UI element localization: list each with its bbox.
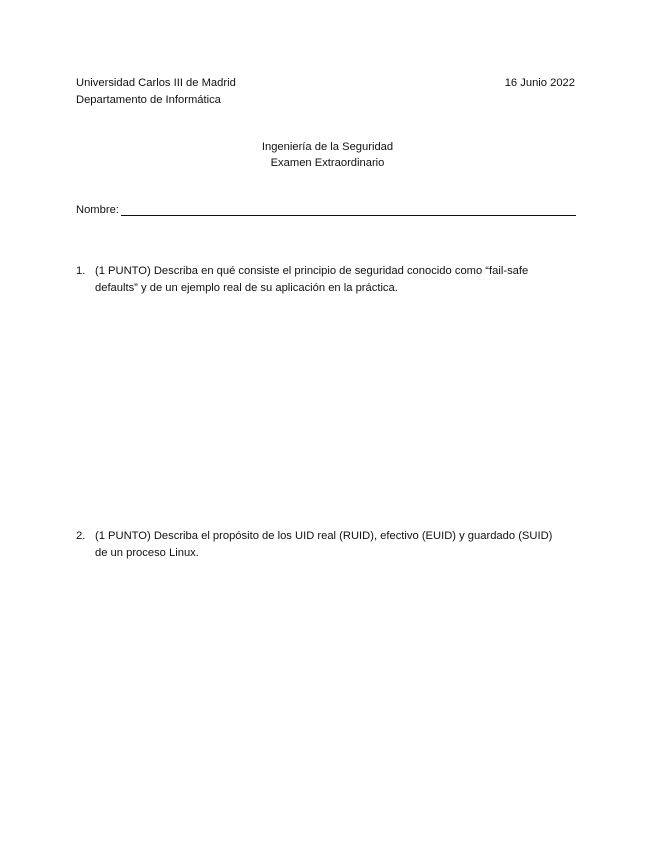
exam-type: Examen Extraordinario (270, 157, 385, 169)
exam-date: 16 Junio 2022 (504, 77, 575, 89)
university-name: Universidad Carlos III de Madrid (76, 77, 236, 89)
question-text-line-1: (1 PUNTO) Describa en qué consiste el principio de seguridad conocido como “fail-safe (95, 265, 529, 277)
question-text-line-1: (1 PUNTO) Describa el propósito de los UID real (RUID), efectivo (EUID) y guardado (SUID) (95, 530, 553, 542)
name-label: Nombre: (76, 204, 119, 216)
question-number: 2. (76, 530, 86, 542)
department-name: Departamento de Informática (76, 94, 221, 106)
subject-title: Ingeniería de la Seguridad (261, 141, 394, 153)
question-text-line-2: de un proceso Linux. (95, 547, 199, 559)
name-field (76, 202, 576, 219)
name-underline[interactable] (121, 214, 576, 216)
question-number: 1. (76, 265, 86, 277)
question-text-line-2: defaults” y de un ejemplo real de su aplicación en la práctica. (95, 282, 398, 294)
